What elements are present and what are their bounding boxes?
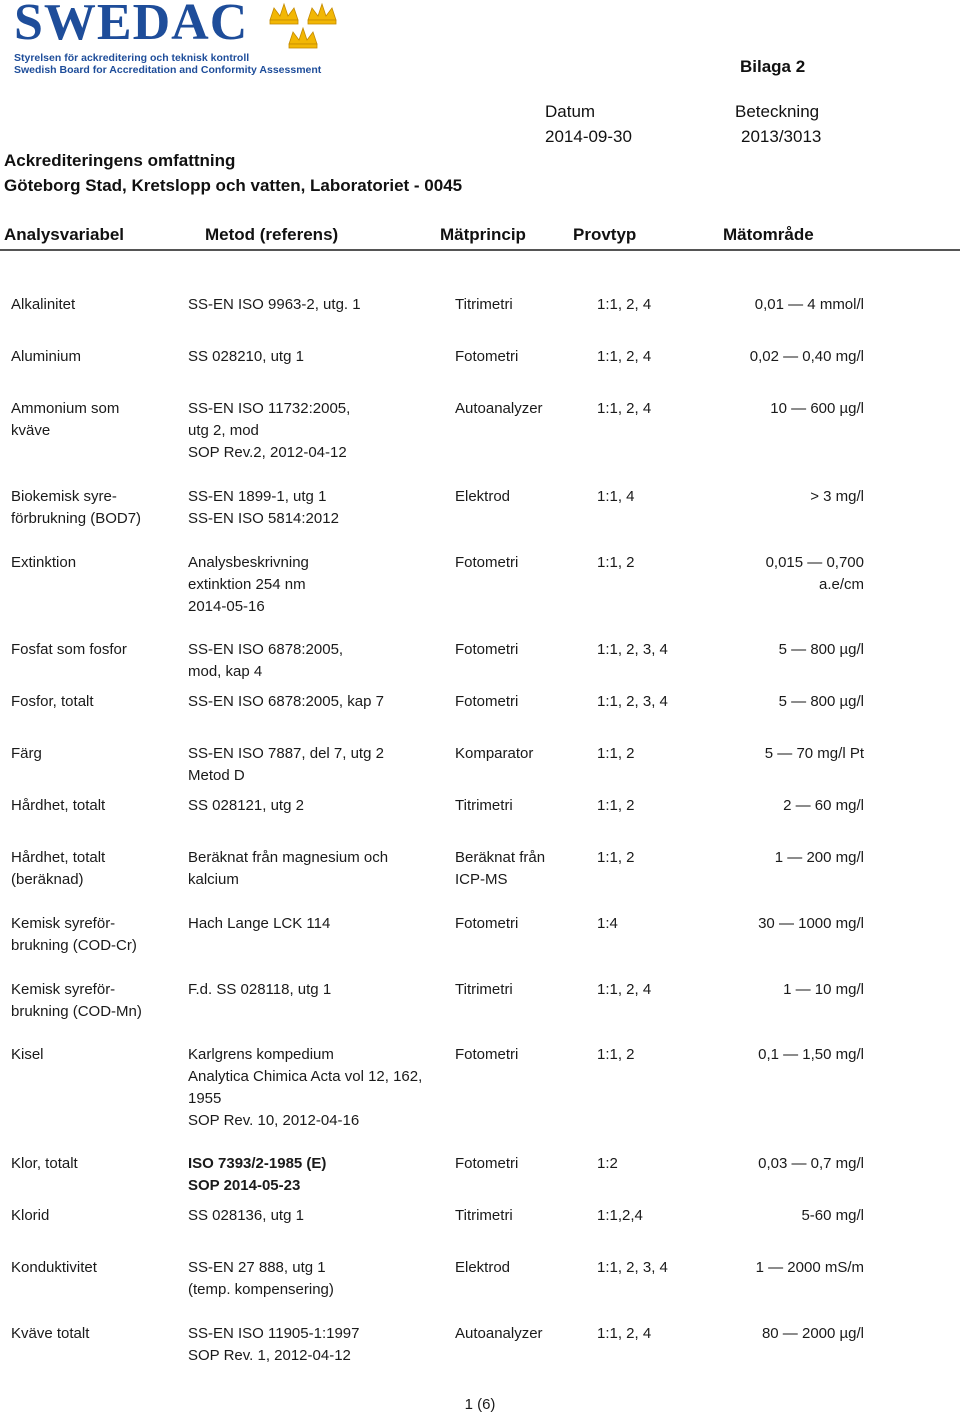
cell-sample: 1:1,2,4 — [597, 1207, 643, 1224]
cell-method: Analysbeskrivning extinktion 254 nm 2014-05-16 — [188, 554, 309, 615]
cell-sample: 1:1, 4 — [597, 488, 635, 505]
cell-range: 1 — 200 mg/l — [774, 849, 864, 866]
cell-variable: Biokemisk syre- förbrukning (BOD7) — [11, 488, 142, 527]
cell-sample: 1:1, 2, 4 — [597, 296, 652, 313]
cell-sample: 1:1, 2, 4 — [597, 348, 652, 365]
cell-range: 10 — 600 µg/l — [770, 400, 864, 417]
column-header-metod: Metod (referens) — [205, 225, 339, 244]
cell-range: 5 — 70 mg/l Pt — [764, 745, 864, 762]
beteckning-label: Beteckning — [735, 102, 820, 121]
column-header-provtyp: Provtyp — [573, 225, 637, 244]
cell-sample: 1:4 — [597, 915, 618, 932]
cell-variable: Kemisk syreför- brukning (COD-Mn) — [11, 981, 142, 1020]
cell-range: 1 — 2000 mS/m — [755, 1259, 864, 1276]
swedac-logo — [14, 0, 334, 80]
cell-variable: Klor, totalt — [11, 1155, 78, 1172]
cell-variable: Ammonium som kväve — [11, 400, 120, 439]
cell-sample: 1:1, 2, 3, 4 — [597, 641, 668, 658]
cell-variable: Fosfat som fosfor — [11, 641, 127, 658]
logo-wordmark: SWEDAC — [14, 0, 249, 51]
cell-range: 0,1 — 1,50 mg/l — [758, 1046, 864, 1063]
cell-principle: Fotometri — [455, 693, 519, 710]
cell-method: F.d. SS 028118, utg 1 — [188, 981, 332, 998]
cell-sample: 1:1, 2, 3, 4 — [597, 1259, 668, 1276]
cell-range: 5-60 mg/l — [801, 1207, 864, 1224]
cell-method: SS-EN ISO 9963-2, utg. 1 — [188, 296, 361, 313]
cell-variable: Hårdhet, totalt — [11, 797, 106, 814]
cell-principle: Komparator — [455, 745, 534, 762]
bilaga-label: Bilaga 2 — [740, 57, 806, 76]
cell-sample: 1:1, 2 — [597, 554, 635, 571]
logo-subtitle-sv: Styrelsen för ackreditering och teknisk kontroll — [14, 52, 250, 64]
cell-method: SS-EN 1899-1, utg 1 SS-EN ISO 5814:2012 — [188, 488, 339, 527]
cell-range: 30 — 1000 mg/l — [758, 915, 864, 932]
cell-range: 5 — 800 µg/l — [778, 641, 864, 658]
beteckning-value: 2013/3013 — [741, 127, 822, 146]
cell-method: SS-EN ISO 11905-1:1997 SOP Rev. 1, 2012-04-12 — [188, 1325, 360, 1364]
cell-principle: Fotometri — [455, 554, 519, 571]
cell-range: 0,015 — 0,700 a.e/cm — [765, 554, 864, 593]
cell-principle: Titrimetri — [455, 296, 513, 313]
cell-method: Beräknat från magnesium och kalcium — [188, 849, 389, 888]
cell-variable: Kväve totalt — [11, 1325, 90, 1342]
cell-range: 0,01 — 4 mmol/l — [754, 296, 864, 313]
logo-subtitle-en: Swedish Board for Accreditation and Conformity Assessment — [14, 64, 322, 76]
three-crowns-icon — [264, 0, 344, 50]
document-subtitle: Göteborg Stad, Kretslopp och vatten, Laboratoriet - 0045 — [4, 176, 463, 195]
cell-method: SS-EN ISO 6878:2005, mod, kap 4 — [188, 641, 344, 680]
cell-variable: Extinktion — [11, 554, 77, 571]
cell-principle: Titrimetri — [455, 1207, 513, 1224]
cell-method: Hach Lange LCK 114 — [188, 915, 331, 932]
page-number: 1 (6) — [464, 1396, 496, 1413]
cell-variable: Alkalinitet — [11, 296, 76, 313]
cell-variable: Fosfor, totalt — [11, 693, 94, 710]
cell-sample: 1:1, 2 — [597, 1046, 635, 1063]
cell-method: SS 028136, utg 1 — [188, 1207, 304, 1224]
datum-value: 2014-09-30 — [545, 127, 632, 146]
cell-range: > 3 mg/l — [810, 488, 864, 505]
column-header-matomrade: Mätområde — [723, 225, 814, 244]
cell-method: ISO 7393/2-1985 (E) SOP 2014-05-23 — [188, 1155, 327, 1194]
cell-principle: Fotometri — [455, 915, 519, 932]
cell-method: SS-EN ISO 11732:2005, utg 2, mod SOP Rev.2, 2012-04-12 — [188, 400, 351, 461]
column-header-matprincip: Mätprincip — [440, 225, 526, 244]
cell-variable: Aluminium — [11, 348, 82, 365]
cell-principle: Fotometri — [455, 1155, 519, 1172]
cell-method: SS-EN ISO 7887, del 7, utg 2 Metod D — [188, 745, 384, 784]
cell-method: Karlgrens kompedium Analytica Chimica Acta vol 12, 162, 1955 SOP Rev. 10, 2012-04-16 — [188, 1046, 423, 1129]
cell-variable: Kemisk syreför- brukning (COD-Cr) — [11, 915, 137, 954]
cell-range: 1 — 10 mg/l — [783, 981, 864, 998]
document-title: Ackrediteringens omfattning — [4, 151, 236, 170]
cell-method: SS-EN 27 888, utg 1 (temp. kompensering) — [188, 1259, 334, 1298]
cell-method: SS 028210, utg 1 — [188, 348, 304, 365]
cell-range: 0,02 — 0,40 mg/l — [749, 348, 864, 365]
cell-variable: Klorid — [11, 1207, 50, 1224]
cell-sample: 1:1, 2 — [597, 797, 635, 814]
cell-range: 80 — 2000 µg/l — [761, 1325, 864, 1342]
cell-principle: Elektrod — [455, 488, 511, 505]
cell-principle: Fotometri — [455, 348, 519, 365]
cell-method: SS 028121, utg 2 — [188, 797, 304, 814]
cell-principle: Titrimetri — [455, 981, 513, 998]
cell-principle: Elektrod — [455, 1259, 511, 1276]
cell-principle: Autoanalyzer — [455, 400, 543, 417]
cell-principle: Autoanalyzer — [455, 1325, 543, 1342]
cell-principle: Titrimetri — [455, 797, 513, 814]
cell-range: 2 — 60 mg/l — [783, 797, 864, 814]
cell-variable: Kisel — [11, 1046, 44, 1063]
cell-range: 0,03 — 0,7 mg/l — [758, 1155, 864, 1172]
header-divider — [0, 249, 960, 251]
cell-sample: 1:1, 2 — [597, 745, 635, 762]
cell-variable: Färg — [11, 745, 42, 762]
column-header-analysvariabel: Analysvariabel — [4, 225, 125, 244]
cell-principle: Beräknat från ICP-MS — [455, 849, 546, 888]
cell-principle: Fotometri — [455, 1046, 519, 1063]
cell-range: 5 — 800 µg/l — [778, 693, 864, 710]
cell-method: SS-EN ISO 6878:2005, kap 7 — [188, 693, 384, 710]
cell-sample: 1:1, 2 — [597, 849, 635, 866]
cell-sample: 1:1, 2, 4 — [597, 400, 652, 417]
cell-principle: Fotometri — [455, 641, 519, 658]
cell-sample: 1:1, 2, 4 — [597, 981, 652, 998]
cell-sample: 1:2 — [597, 1155, 618, 1172]
datum-label: Datum — [545, 102, 596, 121]
cell-variable: Hårdhet, totalt (beräknad) — [11, 849, 106, 888]
cell-variable: Konduktivitet — [11, 1259, 97, 1276]
cell-sample: 1:1, 2, 3, 4 — [597, 693, 668, 710]
cell-sample: 1:1, 2, 4 — [597, 1325, 652, 1342]
